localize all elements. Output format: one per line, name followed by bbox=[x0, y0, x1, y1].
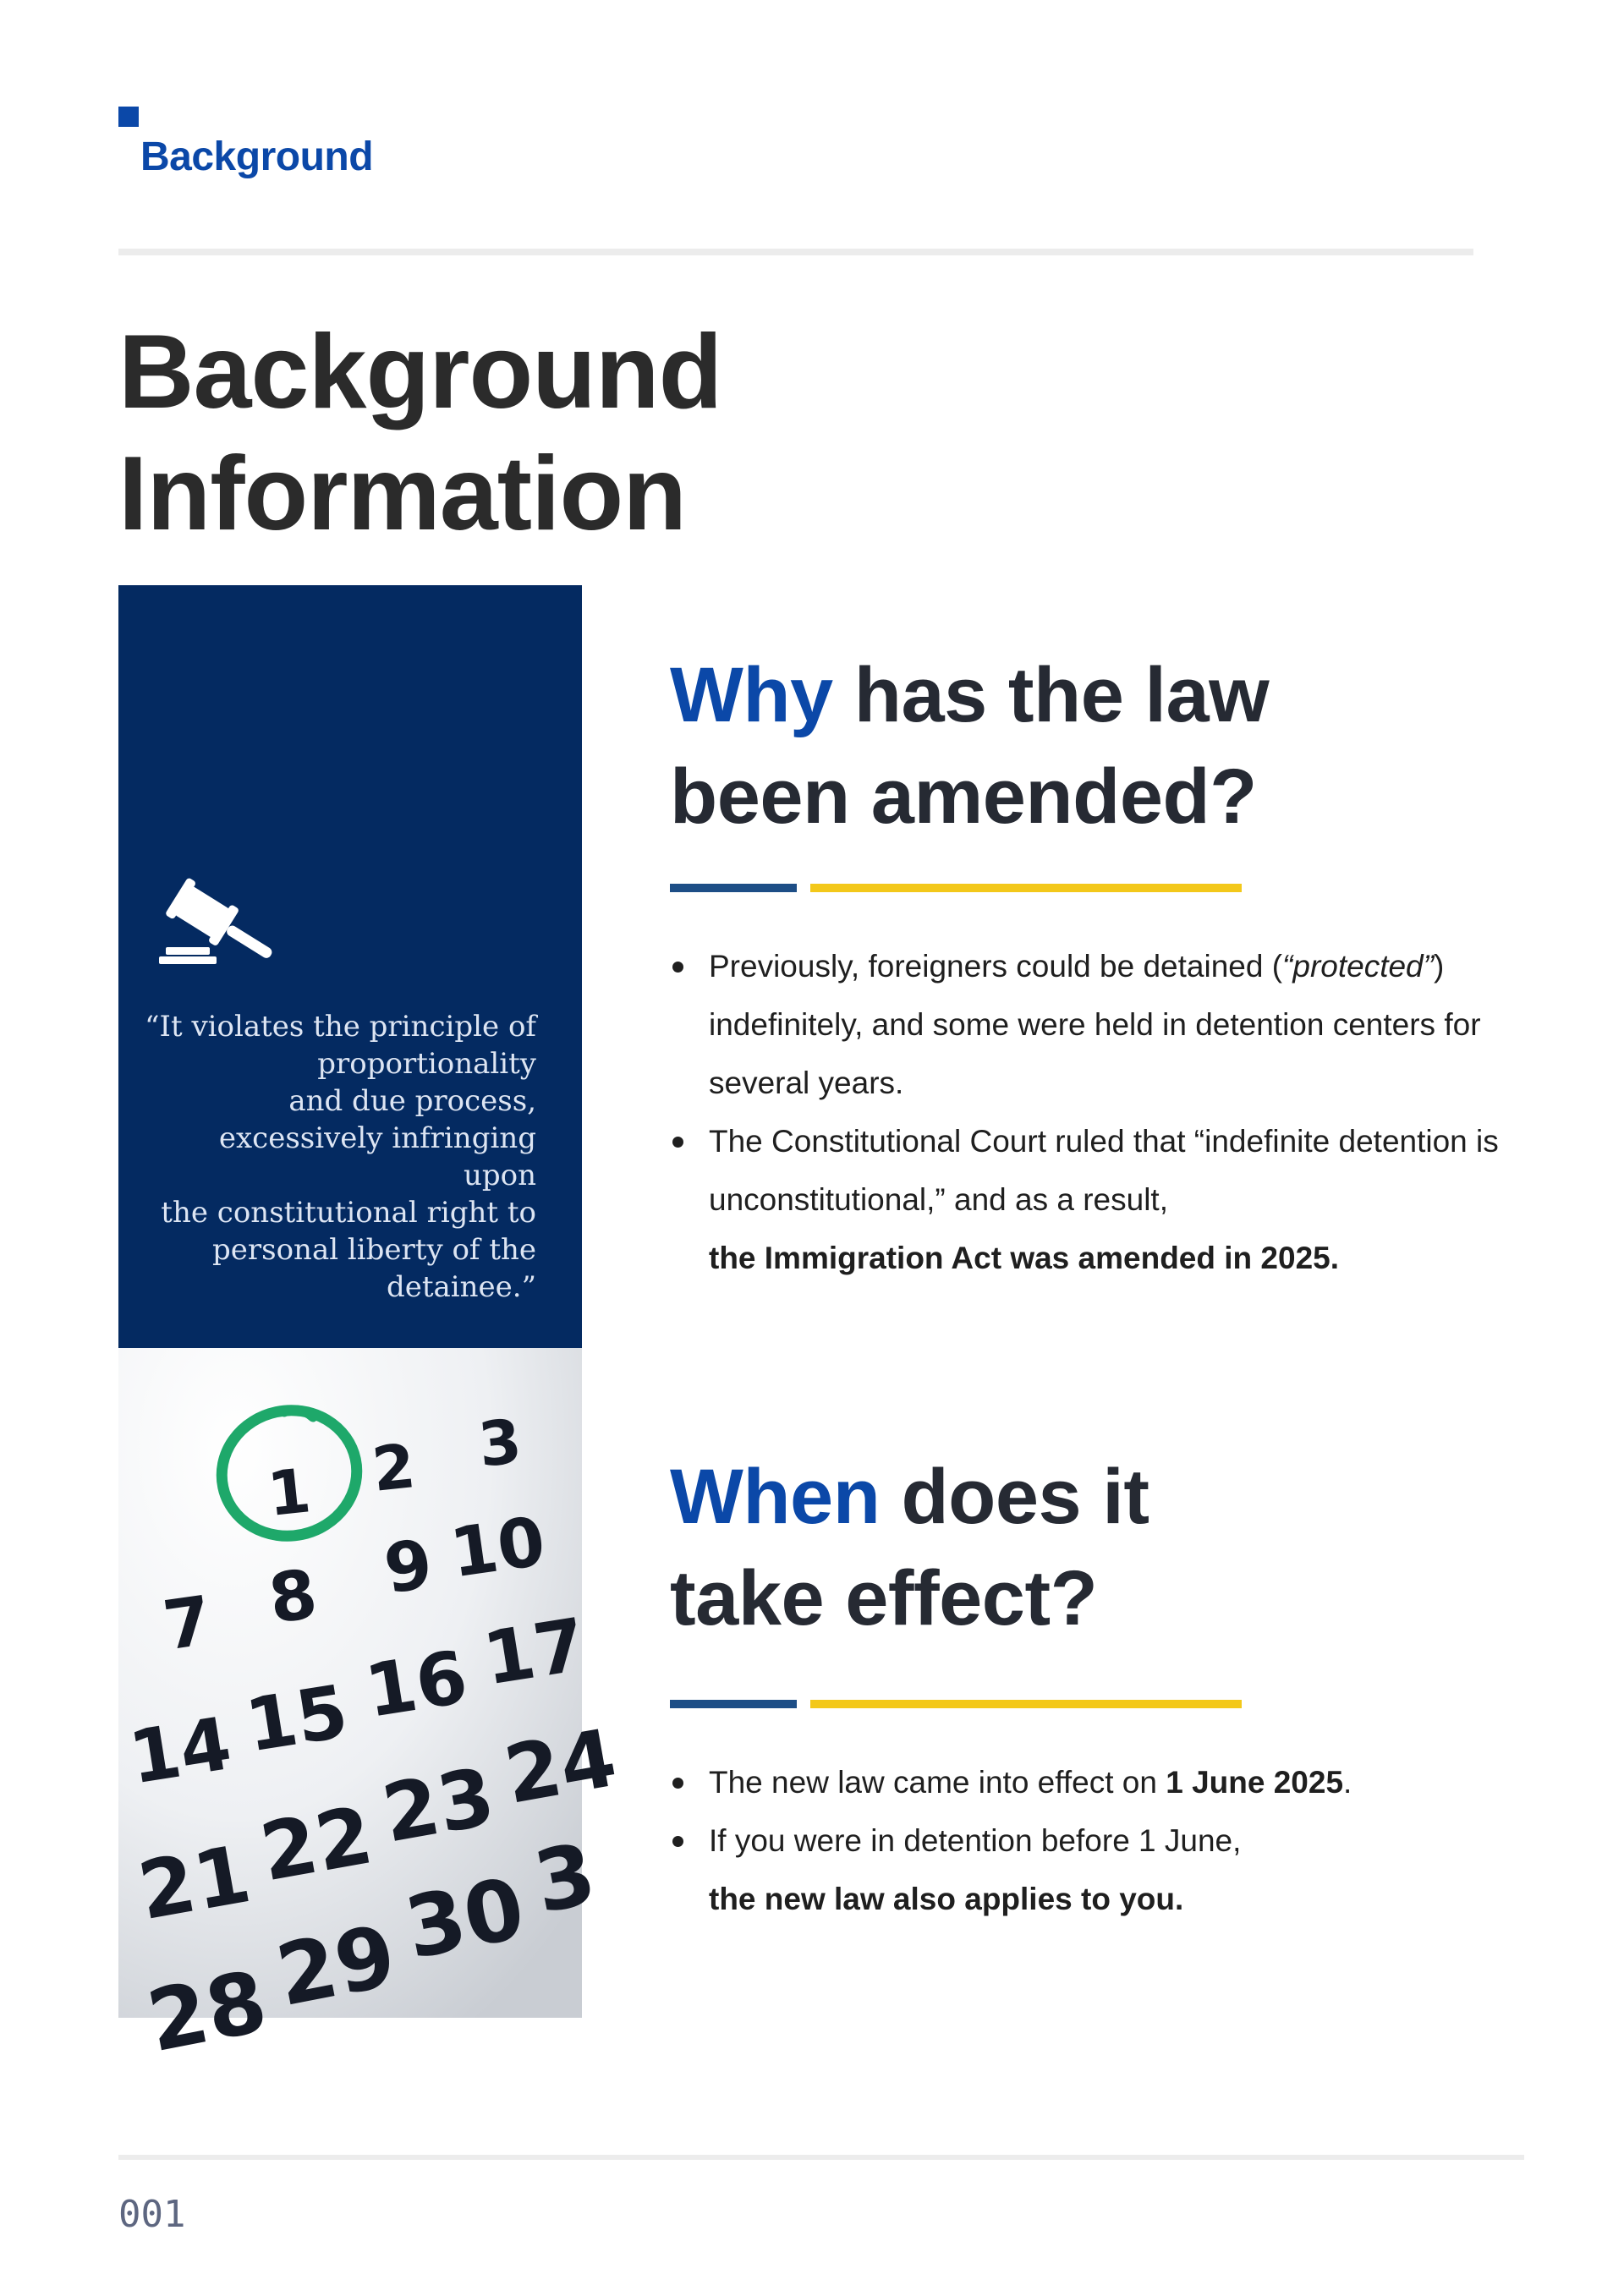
section2-heading-line2: take effect? bbox=[670, 1555, 1098, 1641]
calendar-day: 1 bbox=[264, 1455, 315, 1530]
section1-heading-line2: been amended? bbox=[670, 753, 1257, 840]
bullet-text: If you were in detention before 1 June, bbox=[709, 1823, 1242, 1858]
list-item bbox=[670, 1753, 1541, 1811]
calendar-day: 3 bbox=[475, 1405, 525, 1481]
calendar-day: 30 bbox=[398, 1858, 533, 1979]
quote-line: detainee.” bbox=[386, 1270, 536, 1304]
section1-heading bbox=[670, 644, 1269, 847]
page-title-line-2: Information bbox=[118, 436, 686, 552]
section2-bullet-list bbox=[670, 1753, 1541, 1928]
bullet-strong-text: the Immigration Act was amended in 2025. bbox=[709, 1241, 1340, 1275]
quote-text bbox=[144, 1008, 536, 1306]
calendar-photo bbox=[118, 1348, 623, 2072]
calendar-day: 14 bbox=[123, 1701, 238, 1801]
calendar-day: 10 bbox=[445, 1501, 550, 1593]
gavel-icon bbox=[159, 873, 269, 971]
bullet-text: . bbox=[1343, 1765, 1352, 1800]
quote-line: proportionality bbox=[317, 1047, 536, 1081]
calendar-day: 17 bbox=[478, 1603, 591, 1702]
list-item bbox=[670, 1811, 1541, 1928]
calendar-day: 29 bbox=[268, 1905, 403, 2026]
section1-divider-blue bbox=[670, 884, 797, 892]
calendar-day: 8 bbox=[264, 1553, 322, 1639]
section-label: Background bbox=[140, 134, 374, 179]
bullet-text: The new law came into effect on bbox=[709, 1765, 1166, 1800]
calendar-day: 24 bbox=[497, 1712, 623, 1822]
section1-heading-accent: Why bbox=[670, 652, 833, 738]
footer-divider bbox=[118, 2155, 1524, 2160]
bullet-dot-icon bbox=[672, 1778, 683, 1789]
calendar-day: 22 bbox=[254, 1789, 380, 1900]
quote-line: personal liberty of the bbox=[211, 1233, 536, 1267]
bullet-text: The Constitutional Court ruled that “indefinite detention is unconstitutional,” and as a result, bbox=[709, 1124, 1499, 1217]
section2-heading bbox=[670, 1446, 1149, 1649]
section2-divider-blue bbox=[670, 1700, 797, 1708]
calendar-day: 23 bbox=[376, 1751, 502, 1861]
quote-line: excessively infringing upon bbox=[218, 1121, 536, 1192]
header-square-marker bbox=[118, 107, 139, 127]
quote-line: the constitutional right to bbox=[161, 1196, 536, 1230]
bullet-strong-text: the new law also applies to you. bbox=[709, 1882, 1184, 1916]
quote-line: “It violates the principle of bbox=[145, 1010, 536, 1044]
section1-divider-yellow bbox=[810, 884, 1242, 892]
page-title bbox=[118, 311, 721, 555]
bullet-strong-text: 1 June 2025 bbox=[1166, 1765, 1344, 1800]
section2-divider-yellow bbox=[810, 1700, 1242, 1708]
bullet-dot-icon bbox=[672, 962, 683, 973]
bullet-dot-icon bbox=[672, 1836, 683, 1847]
calendar-day: 9 bbox=[379, 1524, 437, 1609]
quote-line: and due process, bbox=[288, 1084, 536, 1118]
header-divider bbox=[118, 249, 1473, 255]
calendar-day: 3 bbox=[526, 1823, 604, 1933]
list-item bbox=[670, 1112, 1541, 1287]
page-number: 001 bbox=[118, 2193, 186, 2236]
calendar-day: 21 bbox=[132, 1828, 257, 1939]
calendar-day: 28 bbox=[140, 1951, 275, 2072]
calendar-day: 16 bbox=[359, 1635, 474, 1734]
calendar-day: 2 bbox=[369, 1430, 419, 1505]
bullet-text: ) indefinitely, and some were held in detention centers for several years. bbox=[709, 949, 1481, 1100]
section2-heading-accent: When bbox=[670, 1454, 881, 1540]
bullet-text: Previously, foreigners could be detained ( bbox=[709, 949, 1283, 984]
calendar-day: 15 bbox=[239, 1669, 354, 1769]
calendar-day: 7 bbox=[158, 1581, 217, 1666]
section1-bullet-list bbox=[670, 937, 1541, 1287]
bullet-emphasis: “protected” bbox=[1282, 949, 1434, 984]
bullet-dot-icon bbox=[672, 1137, 683, 1148]
list-item bbox=[670, 937, 1541, 1112]
page-title-line-1: Background bbox=[118, 314, 722, 430]
section1-heading-rest: has the law bbox=[832, 652, 1270, 738]
section2-heading-rest: does it bbox=[880, 1454, 1149, 1540]
